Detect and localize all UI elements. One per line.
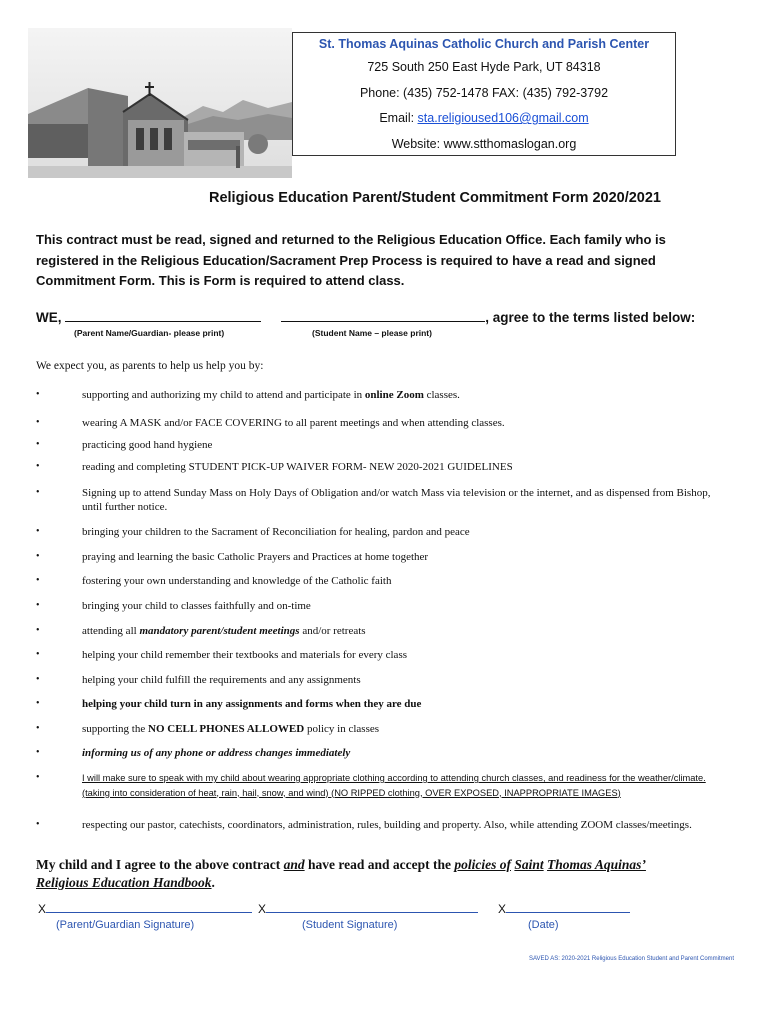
list-item-text: attending all mandatory parent/student meetings and/or retreats [82, 625, 366, 637]
list-item-text: practicing good hand hygiene [82, 439, 213, 451]
church-name: St. Thomas Aquinas Catholic Church and Parish Center [318, 37, 650, 51]
parent-signature-field[interactable]: X [38, 902, 252, 916]
list-item-text: bringing your children to the Sacrament of Reconciliation for healing, pardon and peace [82, 526, 470, 538]
bullet-dot: • [36, 439, 40, 450]
parent-signature-label: (Parent/Guardian Signature) [56, 919, 195, 931]
parent-name-label: (Parent Name/Guardian- please print) [74, 328, 225, 338]
agreement-statement: My child and I agree to the above contract and have read and accept the policies of Saint Thomas Aquinas’ Religious Education Handbook. [36, 857, 646, 890]
bullet-dot: • [36, 575, 40, 586]
bullet-dot: • [36, 649, 40, 660]
church-photo [28, 28, 292, 178]
student-name-field[interactable] [281, 311, 485, 322]
bullet-dot: • [36, 389, 40, 400]
bullet-dot: • [36, 551, 40, 562]
church-phone: Phone: (435) 752-1478 FAX: (435) 792-3792 [359, 85, 609, 100]
list-item-text: Signing up to attend Sunday Mass on Holy Days of Obligation and/or watch Mass via television or the internet, and as dispensed from Bishop, until further notice. [82, 487, 711, 513]
church-email-line [293, 106, 675, 132]
list-item-text: supporting the NO CELL PHONES ALLOWED policy in classes [82, 723, 380, 735]
we-line [36, 310, 756, 325]
bullet-dot: • [36, 819, 40, 830]
we-suffix: , agree to the terms listed below: [485, 310, 696, 325]
intro-paragraph: This contract must be read, signed and returned to the Religious Education Office. Each family who is registered in the Religious Education/Sacrament Prep Process is required to have a read and signed Commitment Form. This is Form is required to attend class. [36, 232, 666, 288]
form-title: Religious Education Parent/Student Commitment Form 2020/2021 [208, 190, 661, 206]
list-item-text: I will make sure to speak with my child about wearing appropriate clothing according to attending church classes, and readiness for the weather/climate. (taking into consideration of heat, rain, hail, snow, and wind) (NO RIPPED clothing, OVER EXPOSED, INAPPROPRIATE IMAGES) [82, 773, 706, 798]
list-item-text: helping your child turn in any assignments and forms when they are due [82, 698, 422, 710]
church-website: Website: www.stthomaslogan.org [391, 136, 577, 151]
parent-name-field[interactable] [65, 311, 261, 322]
date-label: (Date) [528, 919, 559, 931]
church-address: 725 South 250 East Hyde Park, UT 84318 [367, 60, 601, 74]
email-link[interactable]: sta.religioused106@gmail.com [417, 111, 589, 125]
date-field[interactable]: X [498, 902, 630, 916]
bullet-dot: • [36, 487, 40, 498]
bullet-dot: • [36, 526, 40, 537]
footer-saved-as: SAVED AS: 2020-2021 Religious Education Student and Parent Commitment [528, 956, 734, 962]
list-item-text: wearing A MASK and/or FACE COVERING to all parent meetings and when attending classes. [82, 417, 505, 429]
list-item-text: helping your child fulfill the requirements and any assignments [82, 674, 361, 686]
list-item-text: praying and learning the basic Catholic Prayers and Practices at home together [82, 551, 429, 563]
expect-text: We expect you, as parents to help us help you by: [36, 360, 264, 372]
list-item-text: informing us of any phone or address changes immediately [82, 747, 351, 759]
list-item-text: supporting and authorizing my child to attend and participate in online Zoom classes. [82, 389, 460, 401]
bullet-dot: • [36, 747, 40, 758]
bullet-dot: • [36, 461, 40, 472]
bullet-dot: • [36, 625, 40, 636]
bullet-dot: • [36, 674, 40, 685]
student-name-label: (Student Name – please print) [312, 328, 432, 338]
list-item-text: fostering your own understanding and knowledge of the Catholic faith [82, 575, 392, 587]
list-item-text: bringing your child to classes faithfully and on-time [82, 600, 311, 612]
list-item-text: reading and completing STUDENT PICK-UP WAIVER FORM- NEW 2020-2021 GUIDELINES [82, 461, 513, 473]
we-prefix: WE, [36, 310, 66, 325]
list-item-text: helping your child remember their textbooks and materials for every class [82, 649, 408, 661]
list-item-text: respecting our pastor, catechists, coordinators, administration, rules, building and property. Also, while attending ZOOM classes/meetings. [82, 819, 692, 831]
bullet-dot: • [36, 600, 40, 611]
student-signature-label: (Student Signature) [302, 919, 398, 931]
email-label: Email: [379, 111, 418, 125]
bullet-dot: • [36, 698, 40, 709]
bullet-dot: • [36, 723, 40, 734]
church-info-box [292, 32, 676, 156]
bullet-dot: • [36, 417, 40, 428]
student-signature-field[interactable]: X [258, 902, 478, 916]
bullet-dot: • [36, 772, 40, 783]
